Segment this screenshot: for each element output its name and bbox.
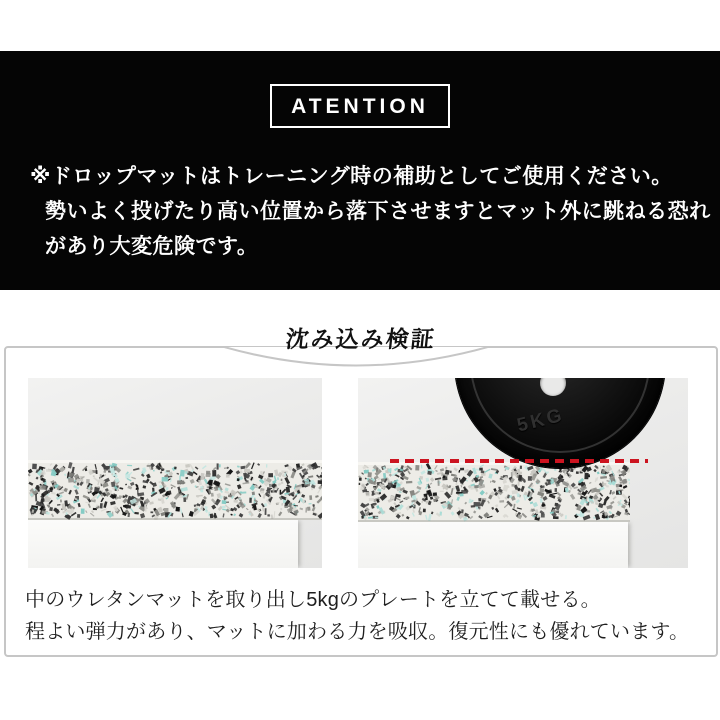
photo-mat-cross-section xyxy=(28,378,322,568)
photo-mat-with-plate xyxy=(358,378,688,568)
warning-line-2: 勢いよく投げたり高い位置から落下させますとマット外に跳ねる恐れ xyxy=(45,200,711,223)
verification-caption xyxy=(25,584,689,648)
foam-mat-image xyxy=(358,462,630,522)
mat-surface-level-line xyxy=(390,459,648,463)
caption-line-1: 中のウレタンマットを取り出し5kgのプレートを立てて載せる。 xyxy=(25,589,601,611)
verification-panel xyxy=(4,326,718,657)
pedestal-block xyxy=(28,520,298,568)
verification-photos-row xyxy=(28,378,688,568)
pedestal-block xyxy=(358,522,628,568)
warning-text-block xyxy=(0,159,720,264)
attention-badge xyxy=(270,84,450,128)
warning-line-1: ※ドロップマットはトレーニング時の補助としてご使用ください。 xyxy=(30,165,673,188)
verification-title: 沈み込み検証 xyxy=(284,326,438,352)
foam-mat-image xyxy=(28,460,322,520)
weight-plate-image xyxy=(455,378,665,468)
attention-badge-label: ATENTION xyxy=(291,94,429,118)
plate-weight-label: 5KG xyxy=(515,404,567,437)
warning-line-3: があり大変危険です。 xyxy=(45,235,259,258)
plate-hole xyxy=(540,378,566,396)
attention-section xyxy=(0,51,720,290)
caption-line-2: 程よい弾力があり、マットに加わる力を吸収。復元性にも優れています。 xyxy=(25,621,690,643)
